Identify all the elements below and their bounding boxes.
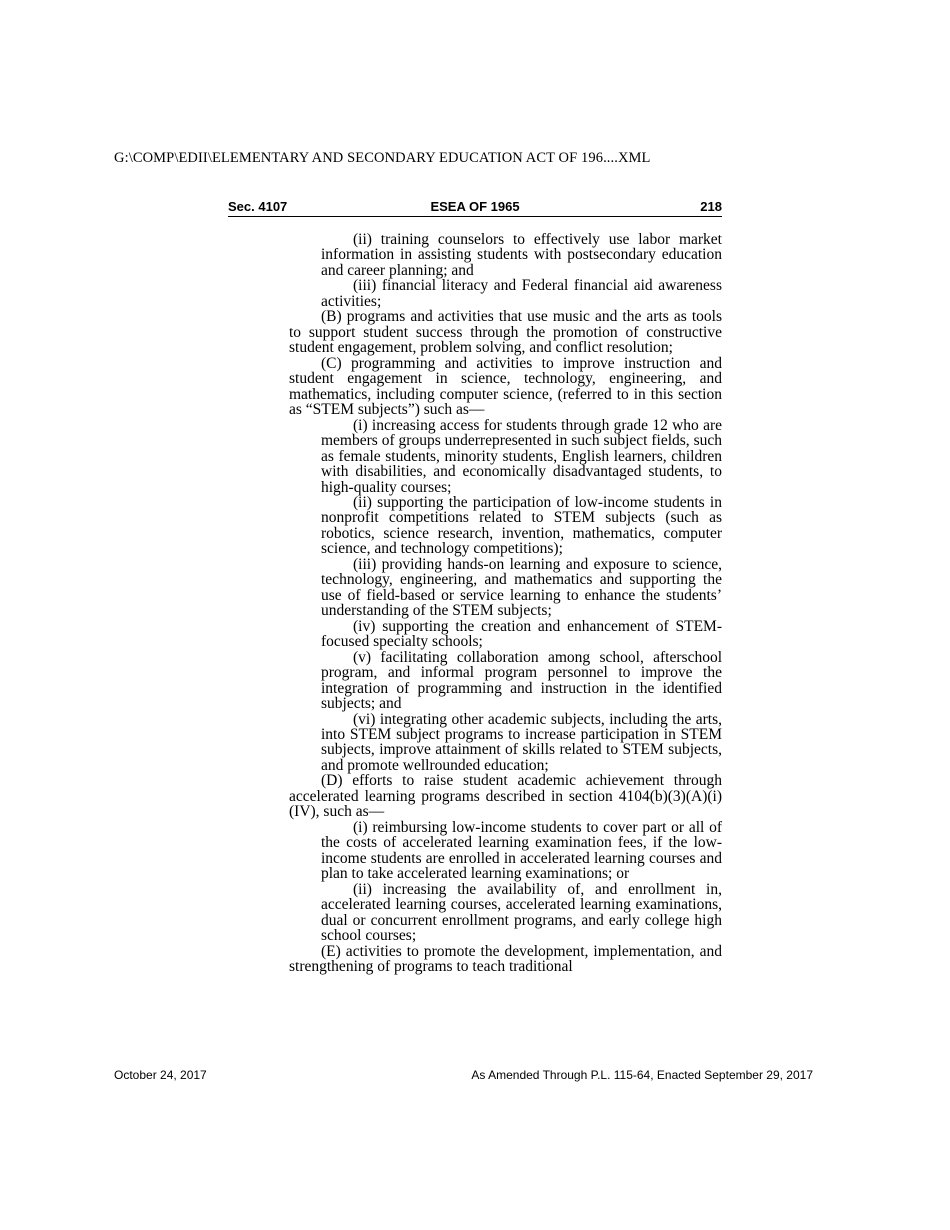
section-number: Sec. 4107 <box>228 199 288 214</box>
statute-paragraph: (iii) financial literacy and Federal financial aid awareness activities; <box>321 277 722 310</box>
page-number: 218 <box>700 199 722 214</box>
statute-paragraph: (vi) integrating other academic subjects, including the arts, into STEM subject programs to increase participation in STEM subjects, improve attainment of skills related to STEM subjects, and promote wellrounded education; <box>321 710 722 774</box>
statute-paragraph: (iii) providing hands-on learning and exposure to science, technology, engineering, and mathematics and supporting the use of field-based or service learning to enhance the students’ understanding of the STEM subjects; <box>321 555 722 620</box>
statute-paragraph: (B) programs and activities that use music and the arts as tools to support student success through the promotion of constructive student engagement, problem solving, and conflict resolution; <box>289 308 722 357</box>
statute-paragraph: (ii) training counselors to effectively use labor market information in assisting students with postsecondary education and career planning; and <box>321 231 722 279</box>
footer-amended-note: As Amended Through P.L. 115-64, Enacted September 29, 2017 <box>471 1068 813 1082</box>
statute-paragraph: (v) facilitating collaboration among school, afterschool program, and informal program personnel to improve the integration of programming and instruction in the identified subjects; and <box>321 648 722 713</box>
statute-paragraph: (iv) supporting the creation and enhancement of STEM-focused specialty schools; <box>321 617 722 651</box>
statute-paragraph: (i) reimbursing low-income students to cover part or all of the costs of accelerated learning examination fees, if the low-income students are enrolled in accelerated learning courses and plan to take accelerated learning examinations; or <box>321 818 722 883</box>
statute-paragraph: (i) increasing access for students through grade 12 who are members of groups underrepresented in such subject fields, such as female students, minority students, English learners, children with disabilities, and economically disadvantaged students, to high-quality courses; <box>321 416 722 496</box>
act-title: ESEA OF 1965 <box>430 199 520 214</box>
statute-paragraph: (ii) supporting the participation of low-income students in nonprofit competitions related to STEM subjects (such as robotics, science research, invention, mathematics, computer science, and technology competitions); <box>321 493 722 558</box>
footer-date: October 24, 2017 <box>114 1068 207 1082</box>
statute-paragraph: (ii) increasing the availability of, and enrollment in, accelerated learning courses, accelerated learning examinations, dual or concurrent enrollment programs, and early college high school courses; <box>321 880 722 945</box>
statute-paragraph: (E) activities to promote the development, implementation, and strengthening of programs to teach traditional <box>289 942 722 976</box>
statute-paragraph: (D) efforts to raise student academic achievement through accelerated learning programs described in section 4104(b)(3)(A)(i)(IV), such as— <box>289 772 722 821</box>
statute-paragraph: (C) programming and activities to improve instruction and student engagement in science, technology, engineering, and mathematics, including computer science, (referred to in this section as “STEM subjects”) such as— <box>289 354 722 419</box>
file-path-header: G:\COMP\EDII\ELEMENTARY AND SECONDARY EDUCATION ACT OF 196....XML <box>114 150 651 166</box>
running-head <box>228 198 722 217</box>
statute-body <box>289 232 722 975</box>
